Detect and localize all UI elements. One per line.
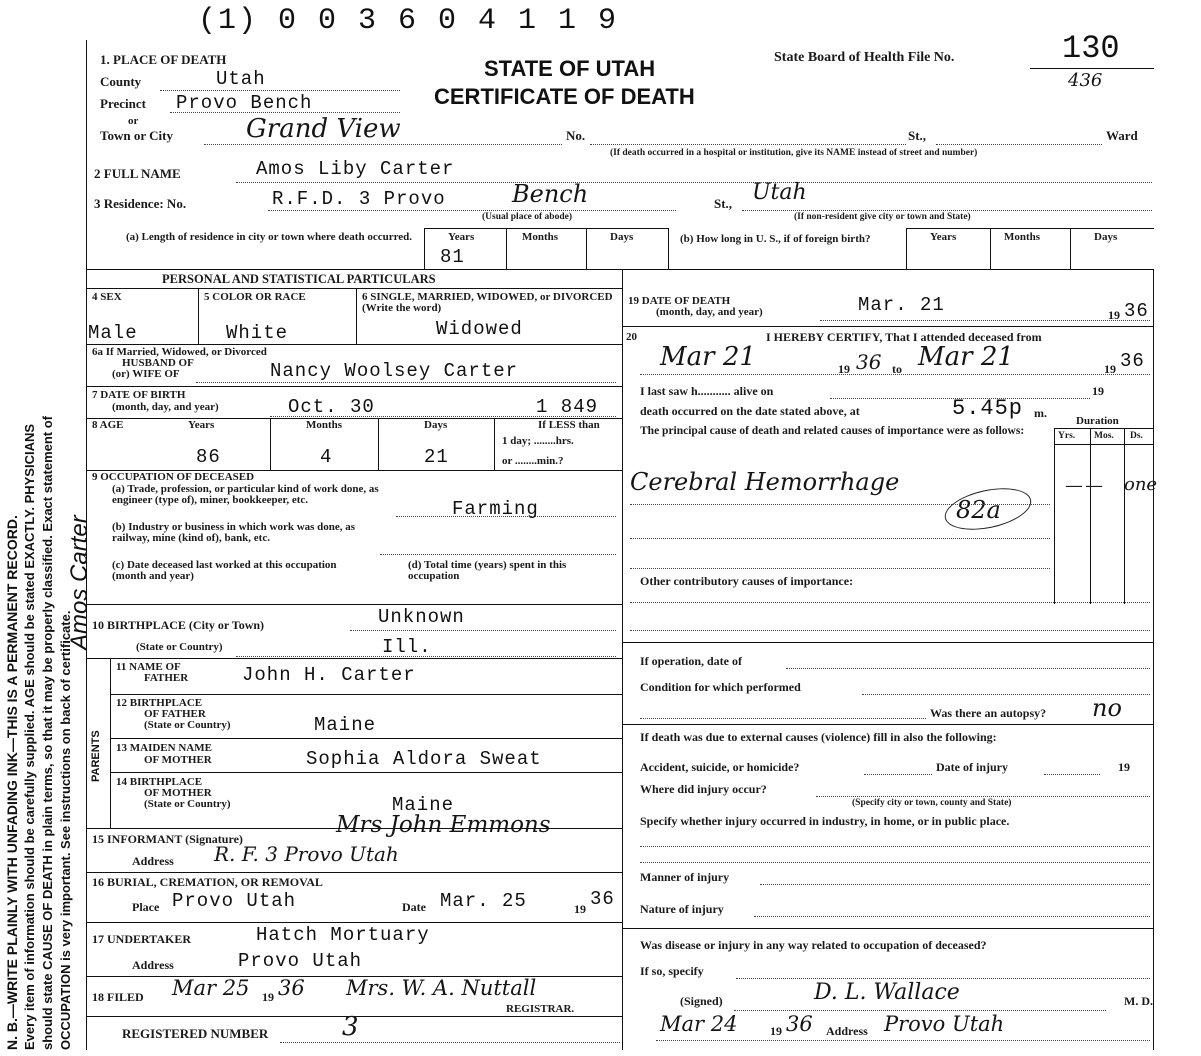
certify-from-year: 36 xyxy=(856,350,882,374)
undertaker-value: Hatch Mortuary xyxy=(256,924,430,946)
age-years-label: Years xyxy=(188,419,215,431)
ward-label: Ward xyxy=(1106,128,1138,143)
us-months-label: Months xyxy=(1004,231,1041,243)
birthplace-state-label: (State or Country) xyxy=(136,641,223,653)
full-name-value: Amos Liby Carter xyxy=(256,158,455,180)
signature-year-prefix: 19 xyxy=(770,1024,782,1038)
informant-label: 15 INFORMANT (Signature) xyxy=(92,832,243,846)
filed-year-prefix: 19 xyxy=(262,990,274,1004)
age-less-label: If LESS than xyxy=(538,419,600,431)
certify-num: 20 xyxy=(626,331,637,343)
registered-label: REGISTERED NUMBER xyxy=(122,1026,269,1041)
county-label: County xyxy=(100,74,142,89)
sex-value: Male xyxy=(88,322,138,344)
st-label: St., xyxy=(908,128,927,143)
cause-code: 82a xyxy=(956,496,1001,524)
burial-place: Provo Utah xyxy=(172,890,297,912)
death-date-value: Mar. 21 xyxy=(858,294,945,316)
full-name-label: 2 FULL NAME xyxy=(94,166,181,181)
birth-date-label-a: 7 DATE OF BIRTH xyxy=(92,389,186,401)
parents-label: PARENTS xyxy=(90,730,102,782)
cause-code-circle xyxy=(941,481,1035,536)
occupation-a: (a) Trade, profession, or particular kind of work done, as engineer (type of), miner, bookkeeper, etc. xyxy=(112,483,379,506)
duration-ds: Ds. xyxy=(1130,431,1143,441)
cause-duration: one xyxy=(1124,474,1158,495)
cause-of-death: Cerebral Hemorrhage xyxy=(630,468,900,496)
signature-date: Mar 24 xyxy=(660,1012,738,1036)
certificate-serial: (1) 0 0 3 6 0 4 1 1 9 xyxy=(198,4,619,38)
age-months-label: Months xyxy=(306,419,343,431)
manner-injury-label: Manner of injury xyxy=(640,870,730,884)
filed-date: Mar 25 xyxy=(172,976,250,1000)
occupation-related-ifso: If so, specify xyxy=(640,964,704,978)
death-time: 5.45p xyxy=(952,396,1024,421)
us-residence-label: (b) How long in U. S., if of foreign birth? xyxy=(680,233,871,245)
mother-birth-c: (State or Country) xyxy=(144,798,231,810)
no-label: No. xyxy=(566,128,586,143)
duration-label: Duration xyxy=(1076,415,1119,427)
father-label-b: FATHER xyxy=(144,672,189,684)
nature-injury-label: Nature of injury xyxy=(640,902,724,916)
burial-year: 36 xyxy=(590,888,615,910)
operation-date-label: If operation, date of xyxy=(640,654,742,668)
where-injury-label: Where did injury occur? xyxy=(640,782,767,796)
town-label: Town or City xyxy=(100,128,173,143)
residence-state: Utah xyxy=(752,180,807,205)
date-injury-label: Date of injury xyxy=(936,760,1008,774)
accident-label: Accident, suicide, or homicide? xyxy=(640,760,800,774)
signature-year: 36 xyxy=(786,1012,813,1036)
age-less-min: or ........min.? xyxy=(502,455,564,467)
burial-date-label: Date xyxy=(402,900,426,914)
signature-address-label: Address xyxy=(826,1024,868,1038)
age-days-label: Days xyxy=(424,419,448,431)
father-birth-value: Maine xyxy=(314,714,377,736)
informant-address-label: Address xyxy=(132,854,174,868)
death-time-m: m. xyxy=(1034,406,1047,420)
spouse-value: Nancy Woolsey Carter xyxy=(270,360,519,382)
certify-to-year-prefix: 19 xyxy=(1104,362,1116,376)
age-label: 8 AGE xyxy=(92,419,124,431)
us-days-label: Days xyxy=(1094,231,1118,243)
certify-text: I HEREBY CERTIFY, That I attended deceased from xyxy=(766,330,1042,344)
death-year-value: 36 xyxy=(1124,300,1149,322)
county-value: Utah xyxy=(216,68,266,90)
occurred-label: death occurred on the date stated above, at xyxy=(640,404,860,418)
undertaker-address-label: Address xyxy=(132,958,174,972)
signed-label: (Signed) xyxy=(680,994,723,1008)
residence-label: 3 Residence: No. xyxy=(94,196,187,211)
age-months-value: 4 xyxy=(320,446,333,468)
nonresident-note: (If non-resident give city or town and State) xyxy=(794,212,971,222)
birth-date-value: Oct. 30 xyxy=(288,396,375,418)
mother-birth-value: Maine xyxy=(392,794,455,816)
occupation-b: (b) Industry or business in which work was done, as railway, mine (kind of), bank, etc. xyxy=(112,521,356,544)
institution-note: (If death occurred in a hospital or institution, give its NAME instead of street and number) xyxy=(610,148,978,158)
certify-from-year-prefix: 19 xyxy=(838,362,850,376)
age-days-value: 21 xyxy=(424,446,449,468)
residence-length-label: (a) Length of residence in city or town where death occurred. xyxy=(125,231,413,243)
certify-to: Mar 21 xyxy=(918,342,1014,372)
place-of-death-header: 1. PLACE OF DEATH xyxy=(100,52,227,67)
side-note-4: OCCUPATION is very important. See instructions on back of certificate. xyxy=(58,610,73,1050)
race-value: White xyxy=(226,322,289,344)
town-value: Grand View xyxy=(246,114,401,144)
marital-label: 6 SINGLE, MARRIED, WIDOWED, or DIVORCED (Write the word) xyxy=(362,291,613,314)
birthplace-city: Unknown xyxy=(378,606,465,628)
mother-birth-a: 14 BIRTHPLACE xyxy=(116,776,203,788)
sex-label: 4 SEX xyxy=(92,291,122,303)
marital-value: Widowed xyxy=(436,318,523,340)
side-note-2: Every item of information should be carefully supplied. AGE should be stated EXACTLY. PHYSICIANS xyxy=(22,423,37,1050)
certify-to-year: 36 xyxy=(1120,350,1145,372)
last-saw-year: 19 xyxy=(1092,384,1104,398)
res-years-value: 81 xyxy=(440,246,465,268)
contributory-label: Other contributory causes of importance: xyxy=(640,574,854,588)
spouse-label-a: 6a If Married, Widowed, or Divorced xyxy=(92,346,267,358)
state-file-sub: 436 xyxy=(1068,70,1103,91)
residence-value: R.F.D. 3 Provo xyxy=(272,188,446,210)
autopsy-value: no xyxy=(1092,694,1122,722)
occupation-value: Farming xyxy=(452,498,539,520)
margin-handwriting: Amos Carter xyxy=(66,515,93,650)
specify-injury-label: Specify whether injury occurred in industry, in home, or in public place. xyxy=(640,814,1010,828)
burial-place-label: Place xyxy=(132,900,160,914)
or-label: or xyxy=(128,115,139,127)
signature-value: D. L. Wallace xyxy=(814,980,960,1005)
side-note-3: should state CAUSE OF DEATH in plain terms, so that it may be properly classified. Exact statement of xyxy=(40,415,55,1050)
precinct-value: Provo Bench xyxy=(176,92,313,114)
injury-year-prefix: 19 xyxy=(1118,760,1130,774)
duration-mos: Mos. xyxy=(1094,431,1114,441)
burial-date: Mar. 25 xyxy=(440,890,527,912)
undertaker-address: Provo Utah xyxy=(238,950,363,972)
mother-label-a: 13 MAIDEN NAME xyxy=(116,742,212,754)
certify-from: Mar 21 xyxy=(660,342,756,372)
operation-condition-label: Condition for which performed xyxy=(640,680,801,694)
res-years-label: Years xyxy=(448,231,475,243)
occupation-related-question: Was disease or injury in any way related to occupation of deceased? xyxy=(640,938,987,952)
state-file-label: State Board of Health File No. xyxy=(774,50,955,65)
filed-label: 18 FILED xyxy=(92,990,144,1004)
us-years-label: Years xyxy=(930,231,957,243)
precinct-label: Precinct xyxy=(100,96,146,111)
occupation-c: (c) Date deceased last worked at this occupation (month and year) xyxy=(112,559,337,582)
res-days-label: Days xyxy=(610,231,634,243)
external-header: If death was due to external causes (violence) fill in also the following: xyxy=(640,730,997,744)
personal-header: PERSONAL AND STATISTICAL PARTICULARS xyxy=(162,272,436,286)
birthplace-state: Ill. xyxy=(382,636,432,658)
spouse-label-b: HUSBAND OF xyxy=(122,357,194,369)
death-date-label-a: 19 DATE OF DEATH xyxy=(628,295,731,307)
father-birth-b: OF FATHER xyxy=(144,708,206,720)
principal-cause-label: The principal cause of death and related causes of importance were as follows: xyxy=(640,425,1025,437)
spouse-label-c: (or) WIFE OF xyxy=(112,368,180,380)
age-years-value: 86 xyxy=(196,446,221,468)
usual-abode-note: (Usual place of abode) xyxy=(482,212,572,222)
death-date-label-b: (month, day, and year) xyxy=(656,306,763,318)
mother-value: Sophia Aldora Sweat xyxy=(306,748,542,770)
occupation-d: (d) Total time (years) spent in this occupation xyxy=(408,559,567,582)
age-less-day: 1 day; ........hrs. xyxy=(502,435,574,447)
informant-address: R. F. 3 Provo Utah xyxy=(214,842,399,866)
signature-address: Provo Utah xyxy=(884,1012,1005,1036)
filed-registrar: Mrs. W. A. Nuttall xyxy=(346,976,537,1000)
last-saw-label: I last saw h........... alive on xyxy=(640,384,774,398)
occupation-label: 9 OCCUPATION OF DECEASED xyxy=(92,471,255,483)
duration-dashes: — — xyxy=(1066,477,1102,494)
md-label: M. D. xyxy=(1124,994,1153,1008)
autopsy-label: Was there an autopsy? xyxy=(930,706,1047,720)
title-state: STATE OF UTAH xyxy=(484,56,656,81)
birth-year-value: 1 849 xyxy=(536,396,599,418)
certify-to-label: to xyxy=(892,362,902,376)
birth-date-label-b: (month, day, and year) xyxy=(112,401,219,413)
state-file-number: 130 xyxy=(1062,30,1120,67)
informant-value: Mrs John Emmons xyxy=(336,812,551,838)
race-label: 5 COLOR OR RACE xyxy=(204,291,306,303)
registrar-label: REGISTRAR. xyxy=(506,1003,575,1015)
title-certificate: CERTIFICATE OF DEATH xyxy=(434,84,695,109)
father-label-a: 11 NAME OF xyxy=(116,661,181,673)
side-note-1: N. B.—WRITE PLAINLY WITH UNFADING INK—THIS IS A PERMANENT RECORD. xyxy=(4,515,20,1050)
mother-birth-b: OF MOTHER xyxy=(144,787,212,799)
father-value: John H. Carter xyxy=(242,664,416,686)
registered-value: 3 xyxy=(342,1012,359,1042)
residence-st-label: St., xyxy=(714,196,733,211)
residence-bench: Bench xyxy=(512,180,589,208)
death-year-prefix: 19 xyxy=(1108,308,1120,322)
mother-label-b: OF MOTHER xyxy=(144,754,212,766)
burial-label: 16 BURIAL, CREMATION, OR REMOVAL xyxy=(92,875,323,889)
father-birth-a: 12 BIRTHPLACE xyxy=(116,697,203,709)
duration-yrs: Yrs. xyxy=(1058,431,1076,441)
res-months-label: Months xyxy=(522,231,559,243)
where-injury-note: (Specify city or town, county and State) xyxy=(852,798,1012,808)
birthplace-label: 10 BIRTHPLACE (City or Town) xyxy=(92,618,265,632)
undertaker-label: 17 UNDERTAKER xyxy=(92,932,192,946)
burial-year-prefix: 19 xyxy=(574,902,586,916)
father-birth-c: (State or Country) xyxy=(144,719,231,731)
filed-year: 36 xyxy=(278,976,305,1000)
